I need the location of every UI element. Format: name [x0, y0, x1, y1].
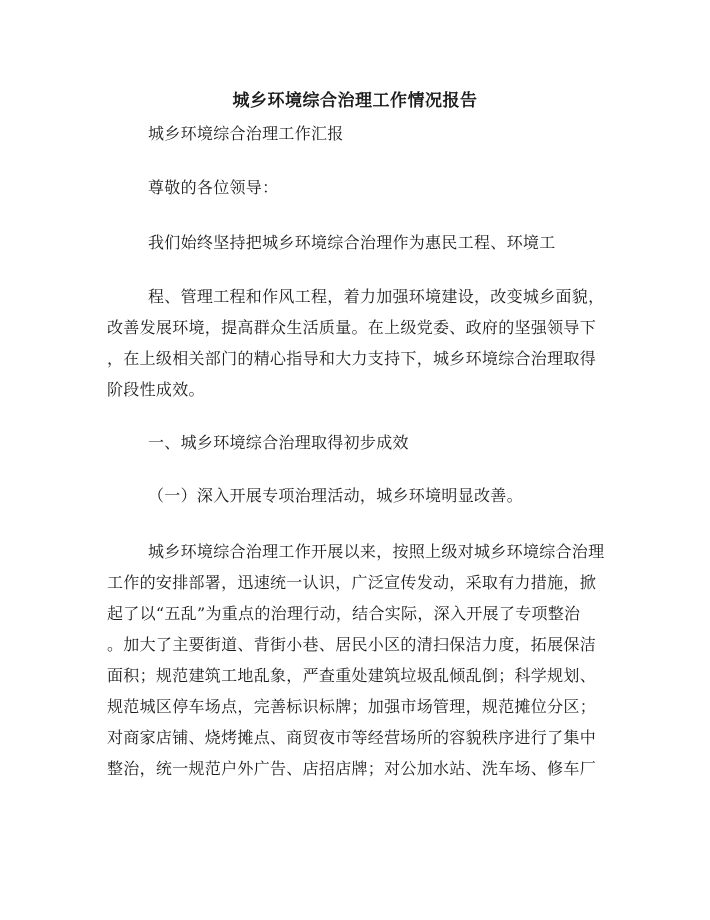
- paragraph-3-line: 起了以“五乱”为重点的治理行动，结合实际，深入开展了专项整治: [107, 604, 581, 623]
- paragraph-3-line: 城乡环境综合治理工作开展以来，按照上级对城乡环境综合治理: [148, 542, 605, 561]
- salutation: 尊敬的各位领导：: [148, 178, 279, 197]
- paragraph-3-line: 。加大了主要街道、背街小巷、居民小区的清扫保洁力度，拓展保洁: [107, 635, 597, 654]
- paragraph-1: 我们始终坚持把城乡环境综合治理作为惠民工程、环境工: [148, 233, 556, 252]
- paragraph-3-line: 规范城区停车场点，完善标识标牌；加强市场管理，规范摊位分区；: [107, 697, 597, 716]
- paragraph-3-line: 面积；规范建筑工地乱象，严查重处建筑垃圾乱倾乱倒；科学规划、: [107, 666, 597, 685]
- subtitle: 城乡环境综合治理工作汇报: [148, 124, 344, 143]
- paragraph-2-line: 程、管理工程和作风工程，着力加强环境建设，改变城乡面貌，: [148, 287, 605, 306]
- paragraph-2-line: ，在上级相关部门的精心指导和大力支持下，城乡环境综合治理取得: [107, 349, 597, 368]
- section-heading-1: 一、城乡环境综合治理取得初步成效: [148, 433, 409, 452]
- paragraph-2-line: 改善发展环境，提高群众生活质量。在上级党委、政府的坚强领导下: [107, 318, 597, 337]
- section-heading-2: （一）深入开展专项治理活动，城乡环境明显改善。: [148, 486, 523, 505]
- paragraph-2-line: 阶段性成效。: [107, 380, 205, 399]
- document-title: 城乡环境综合治理工作情况报告: [232, 91, 478, 111]
- paragraph-3-line: 对商家店铺、烧烤摊点、商贸夜市等经营场所的容貌秩序进行了集中: [107, 728, 597, 747]
- paragraph-3-line: 整治，统一规范户外广告、店招店牌；对公加水站、洗车场、修车厂: [107, 759, 597, 778]
- paragraph-3-line: 工作的安排部署，迅速统一认识，广泛宣传发动，采取有力措施，掀: [107, 573, 597, 592]
